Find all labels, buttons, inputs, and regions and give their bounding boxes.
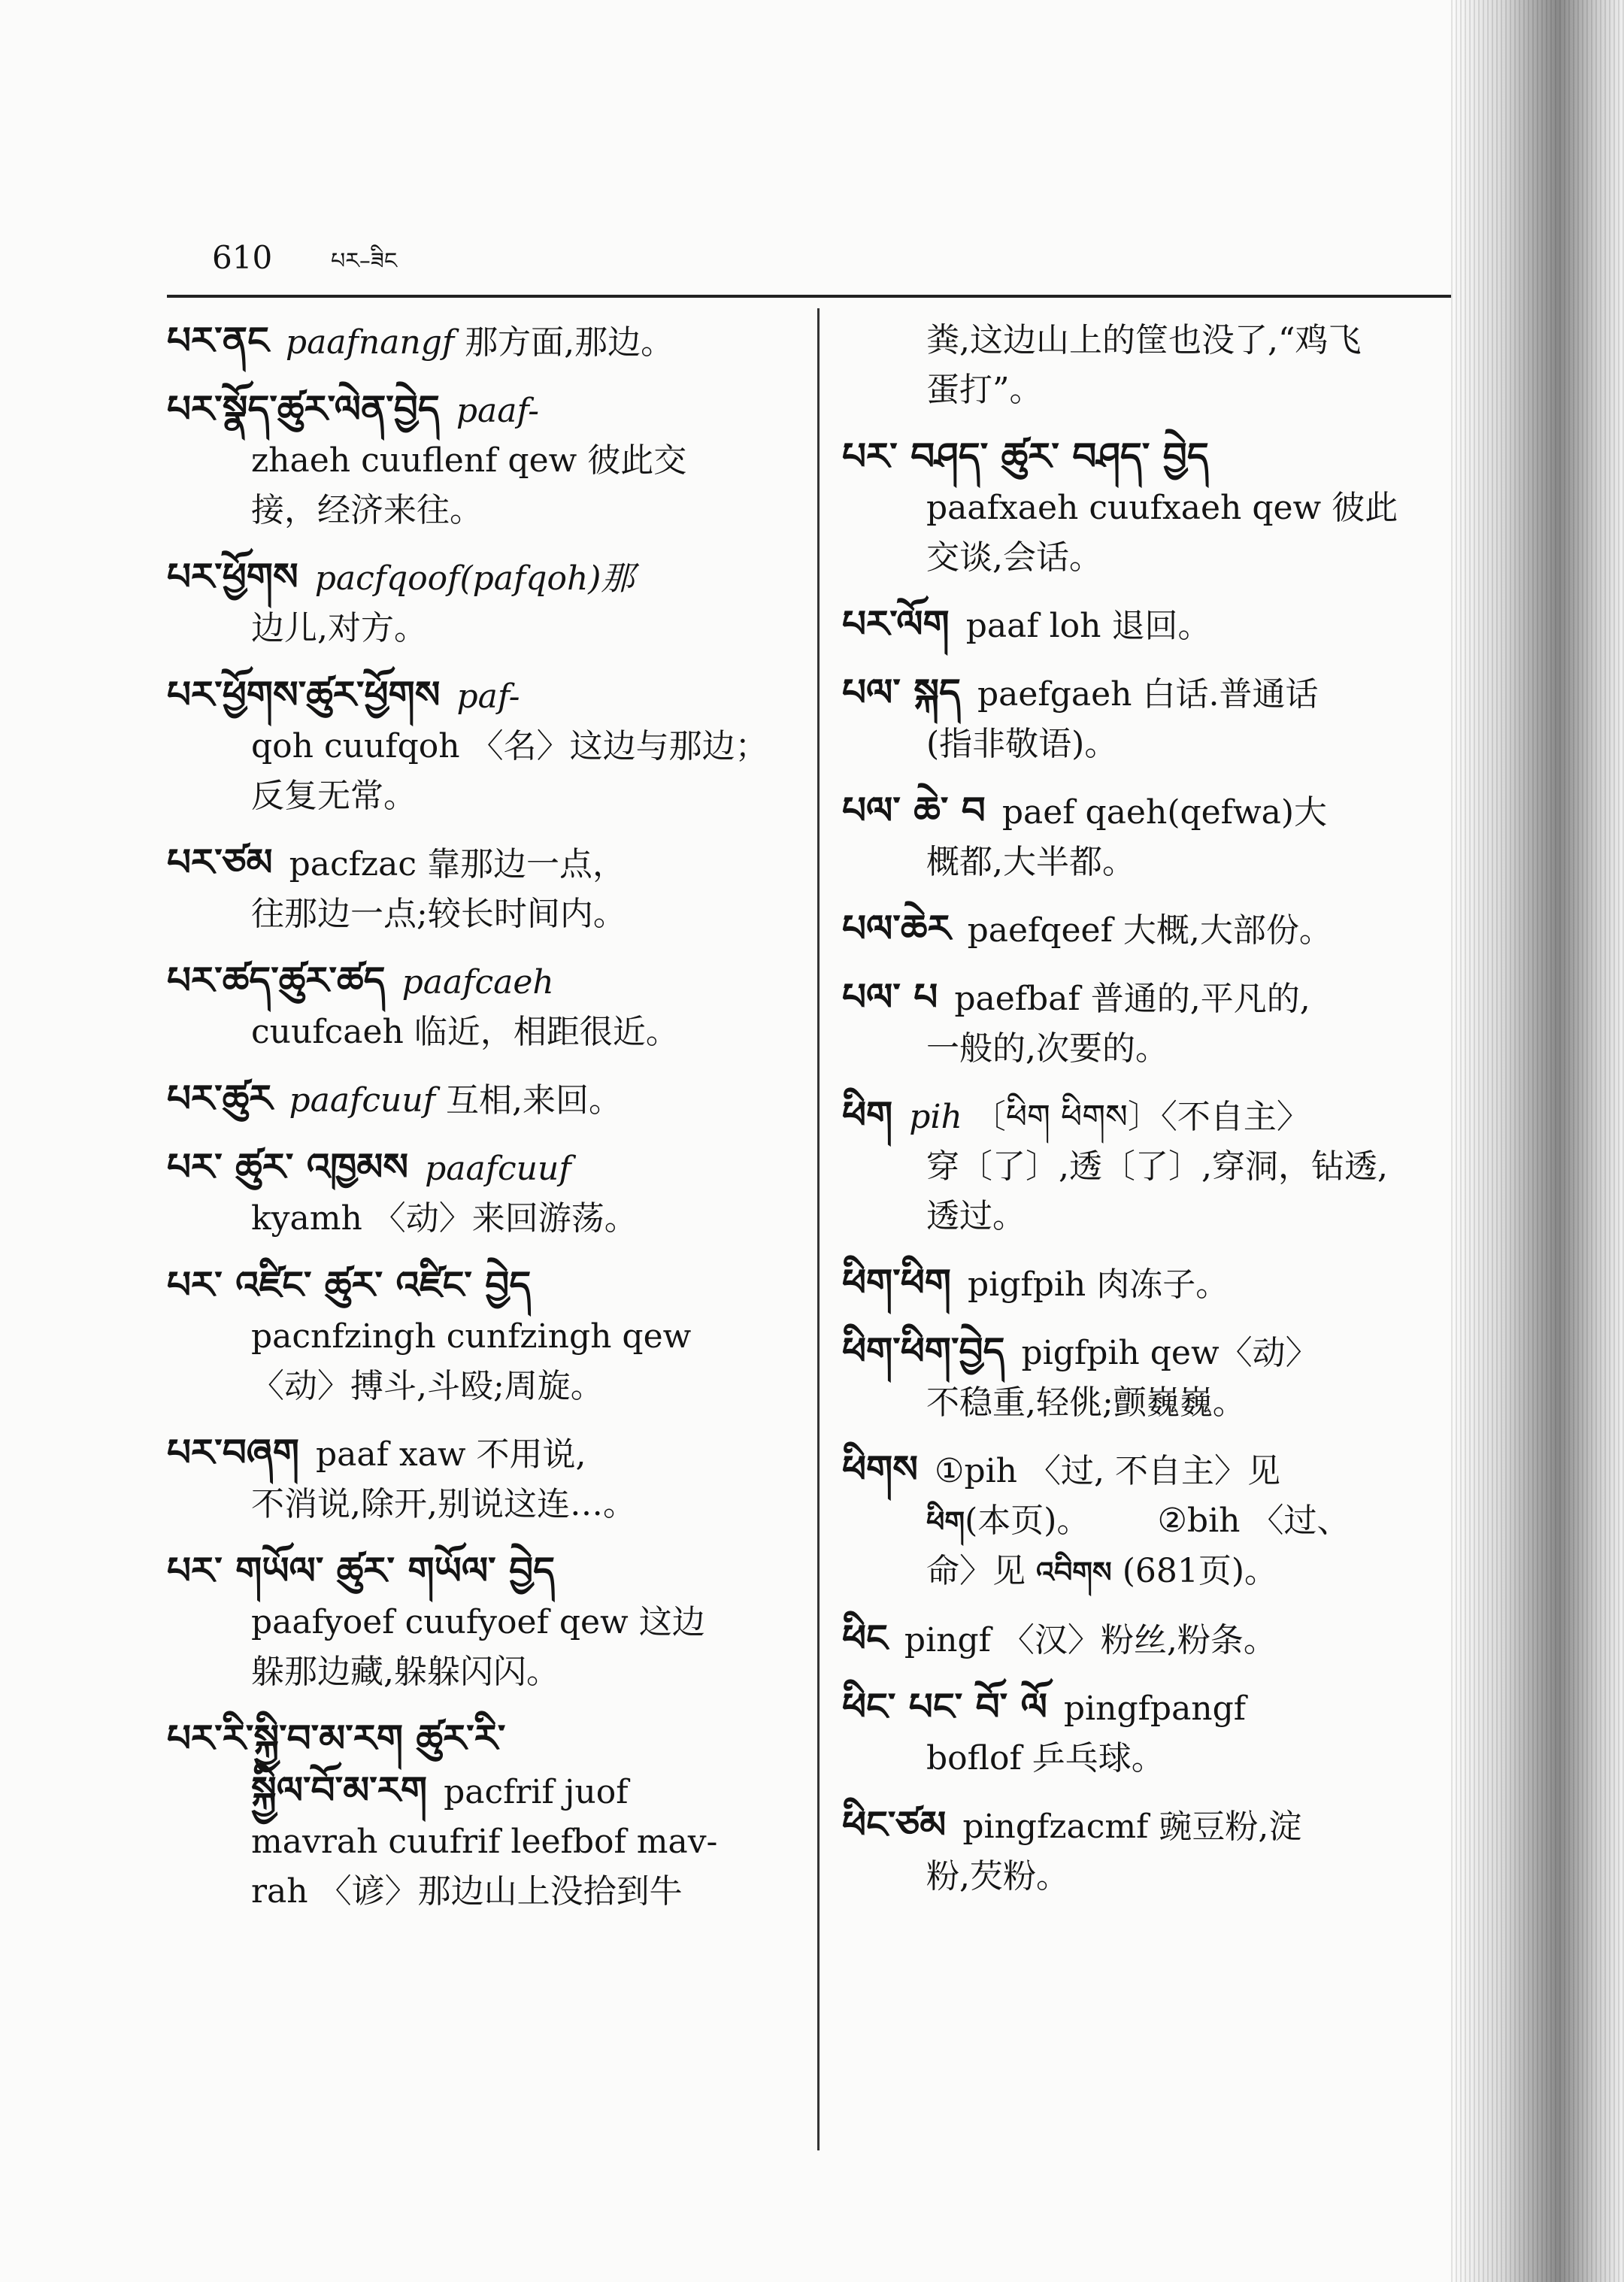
dictionary-entry: ཕིག་ཕིག་བྱེད pigfpih qew〈动〉 不稳重,轻佻;颤巍巍。: [842, 1329, 1319, 1422]
headword: པལ་ སྐད: [842, 671, 961, 714]
dictionary-entry: པལ་ཆེར paefqeef 大概,大部份。: [842, 907, 1332, 950]
dictionary-entry: ཕིག་ཕིག pigfpih 肉冻子。: [842, 1261, 1229, 1305]
dictionary-entry: ཕིགས ①pih 〈过, 不自主〉见 ཕིག(本页)。 ②bih 〈过、 命〉见 འབིགས (681页)。: [842, 1447, 1350, 1590]
headword: པལ་ཆེར: [842, 907, 951, 950]
dictionary-entry: པལ་ པ paefbaf 普通的,平凡的, 一般的,次要的。: [842, 975, 1310, 1068]
headword: པར་ཚུར: [167, 1077, 273, 1120]
dictionary-entry: པལ་ སྐད paefgaeh 白话.普通话 (指非敬语)。: [842, 671, 1319, 763]
right-column: [842, 316, 1459, 1918]
dictionary-entry: པར་ཚད་ཚུར་ཚད paafcaeh cuufcaeh 临近，相距很近。: [167, 959, 679, 1051]
dictionary-entry-continuation: 粪,这边山上的筐也没了,“鸡飞 蛋打”。: [926, 321, 1362, 409]
header-rule: [167, 295, 1451, 298]
page-number: 610: [212, 239, 273, 276]
dictionary-entry: པར་རི་སྐྱི་བ་མ་རག ཚུར་རི་ སྐྱིལ་བོ་མ་རག pacfrif juof mavrah cuufrif leefbof mav- rah 〈谚〉那边山上没拾到牛: [167, 1717, 718, 1911]
headword: པར་ བཤད་ ཚུར་ བཤད་ བྱེད: [842, 435, 1209, 478]
headword: པར་ཕྱོགས་ཚུར་ཕྱོགས: [167, 673, 441, 717]
headword: པར་ཙམ: [167, 841, 273, 884]
headword: པར་སྣོད་ཚུར་ལེན་བྱེད: [167, 387, 440, 431]
headword: པར་ཚད་ཚུར་ཚད: [167, 959, 386, 1002]
headword: པར་ལོག: [842, 602, 950, 646]
dictionary-entry: པར་ཕྱོགས pacfqoof(pafqoh)那 边儿,对方。: [167, 555, 635, 647]
headword: པལ་ ཆེ་ བ: [842, 789, 986, 832]
dictionary-entry: ཕིང་ཙམ pingfzacmf 豌豆粉,淀 粉,芡粉。: [842, 1803, 1302, 1896]
headword: ཕིང་ཙམ: [842, 1803, 947, 1847]
dictionary-entry: པར་ལོག paaf loh 退回。: [842, 602, 1211, 646]
dictionary-entry: པལ་ ཆེ་ བ paef qaeh(qefwa)大 概都,大半都。: [842, 789, 1328, 881]
dictionary-entry: པར་ ཚུར་ འཁྱམས paafcuuf kyamh 〈动〉来回游荡。: [167, 1145, 638, 1238]
headword: པར་ནང: [167, 319, 269, 362]
dictionary-entry: པར་ འཛིང་ ཚུར་ འཛིང་ བྱེད pacnfzingh cunfzingh qew 〈动〉搏斗,斗殴;周旋。: [167, 1263, 692, 1405]
dictionary-entry: པར་བཞག paaf xaw 不用说, 不消说,除开,别说这连…。: [167, 1431, 636, 1523]
column-divider: [817, 308, 820, 2150]
dictionary-entry: ཕིག pih 〔ཕིག ཕིགས〕〈不自主〉 穿〔了〕,透〔了〕,穿洞，钻透, 透过。: [842, 1093, 1388, 1235]
dictionary-entry: པར་ཕྱོགས་ཚུར་ཕྱོགས paf- qoh cuufqoh 〈名〉这边与那边； 反复无常。: [167, 673, 768, 815]
dictionary-entry: ཕིང་ པང་ བོ་ ལོ pingfpangf boflof 乒乓球。: [842, 1685, 1247, 1777]
headword: ཕིག: [842, 1093, 893, 1137]
page-edge-shadow: [1451, 0, 1624, 2282]
headword: ཕིག་ཕིག་བྱེད: [842, 1329, 1005, 1373]
headword: ཕིག་ཕིག: [842, 1261, 951, 1305]
dictionary-entry: པར་ཚུར paafcuuf 互相,来回。: [167, 1077, 622, 1120]
dictionary-entry: པར་ཙམ pacfzac 靠那边一点， 往那边一点;较长时间内。: [167, 841, 626, 933]
headword: ཕིང: [842, 1617, 888, 1660]
headword: པར་རི་སྐྱི་བ་མ་རག ཚུར་རི་: [167, 1717, 506, 1760]
dictionary-entry: པར་ བཤད་ ཚུར་ བཤད་ བྱེད paafxaeh cuufxaeh qew 彼此 交谈,会话。: [842, 435, 1398, 577]
headword: ཕིགས: [842, 1447, 918, 1491]
dictionary-entry: ཕིང pingf 〈汉〉粉丝,粉条。: [842, 1617, 1277, 1660]
left-column: [167, 316, 791, 1933]
dictionary-entry: པར་སྣོད་ཚུར་ལེན་བྱེད paaf- zhaeh cuuflenf qew 彼此交 接，经济来往。: [167, 387, 687, 529]
headword: པར་ ཚུར་ འཁྱམས: [167, 1145, 409, 1189]
headword: པར་ འཛིང་ ཚུར་ འཛིང་ བྱེད: [167, 1263, 532, 1307]
headword: ཕིང་ པང་ བོ་ ལོ: [842, 1685, 1047, 1729]
headword: པལ་ པ: [842, 975, 938, 1019]
dictionary-entry: པར་ གཡོལ་ ཚུར་ གཡོལ་ བྱེད paafyoef cuufyoef qew 这边 躲那边藏,躲躲闪闪。: [167, 1549, 705, 1691]
running-head: པར–ཟིང: [331, 248, 398, 274]
headword: པར་ གཡོལ་ ཚུར་ གཡོལ་ བྱེད: [167, 1549, 556, 1593]
dictionary-entry: པར་ནང paafnangf 那方面,那边。: [167, 319, 674, 362]
headword: པར་ཕྱོགས: [167, 555, 298, 599]
headword: པར་བཞག: [167, 1431, 299, 1474]
